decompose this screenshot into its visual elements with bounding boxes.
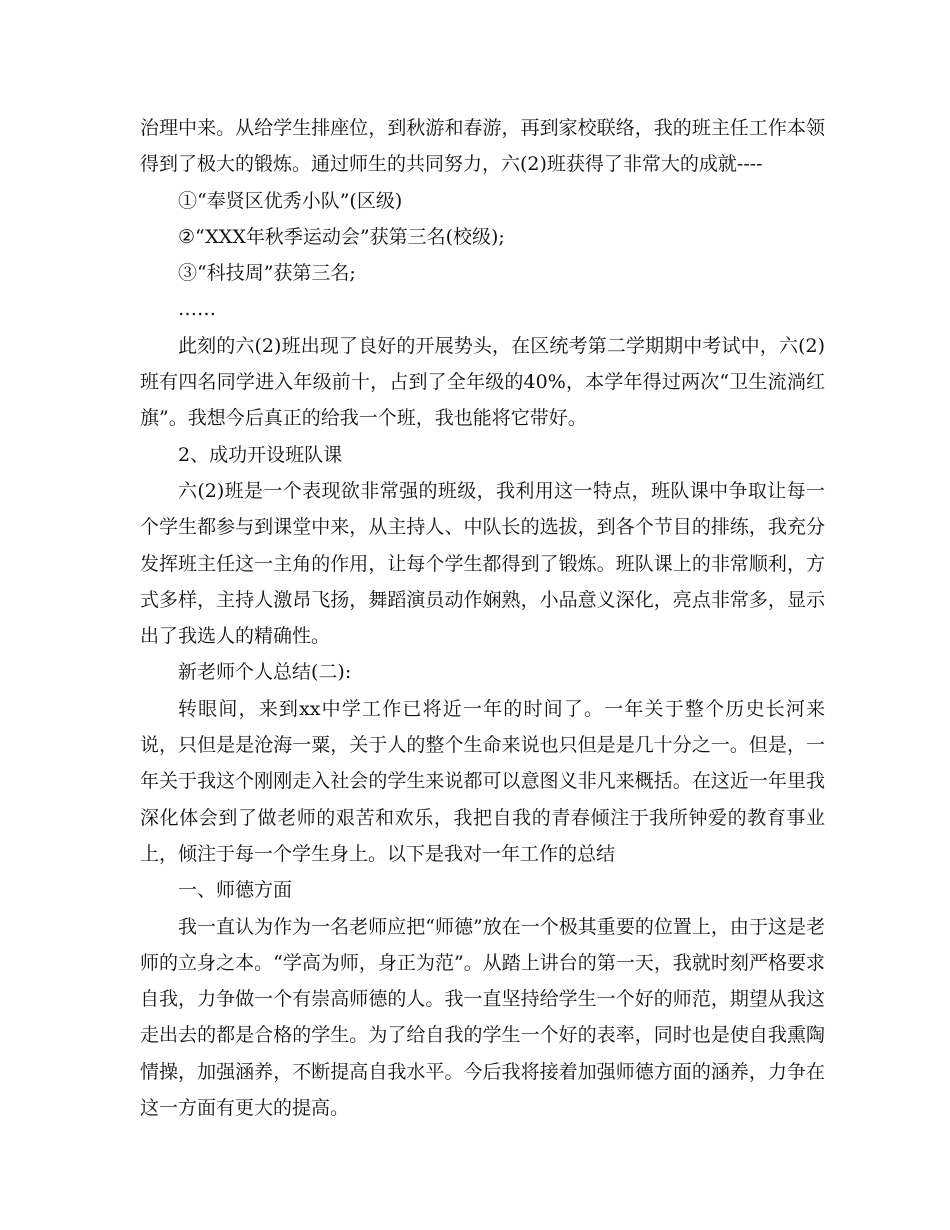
paragraph-year-summary: 转眼间，来到xx中学工作已将近一年的时间了。一年关于整个历史长河来说，只但是是沧海一粟，关于人的整个生命来说也只但是是几十分之一。但是，一年关于我这个刚刚走入社会的学生来说都可以意图义非凡来概括。在这近一年里我深化体会到了做老师的艰苦和欢乐，我把自我的青春倾注于我所钟爱的教育事业上，倾注于每一个学生身上。以下是我对一年工作的总结	[140, 697, 825, 865]
ellipsis-line: ……	[178, 298, 216, 321]
section-heading-teacher-ethics: 一、师德方面	[178, 879, 293, 902]
paragraph-continuation: 治理中来。从给学生排座位，到秋游和春游，再到家校联络，我的班主任工作本领得到了极大的锻炼。通过师生的共同努力，六(2)班获得了非常大的成就----	[140, 117, 825, 176]
achievement-item-1: ①“奉贤区优秀小队”(区级)	[178, 189, 403, 212]
section-heading-summary-two: 新老师个人总结(二):	[178, 661, 352, 684]
paragraph-class-meeting: 六(2)班是一个表现欲非常强的班级，我利用这一特点，班队课中争取让每一个学生都参与到课堂中来，从主持人、中队长的选拔，到各个节目的排练，我充分发挥班主任这一主角的作用，让每个学生都得到了锻炼。班队课上的非常顺利，方式多样，主持人激昂飞扬，舞蹈演员动作娴熟，小品意义深化，亮点非常多，显示出了我选人的精确性。	[140, 479, 825, 648]
paragraph-class-progress: 此刻的六(2)班出现了良好的开展势头，在区统考第二学期期中考试中，六(2)班有四名同学进入年级前十，占到了全年级的40%，本学年得过两次“卫生流淌红旗”。我想今后真正的给我一个班，我也能将它带好。	[140, 334, 825, 430]
document-body	[140, 110, 825, 1126]
paragraph-teacher-ethics: 我一直认为作为一名老师应把“师德”放在一个极其重要的位置上，由于这是老师的立身之本。“学高为师，身正为范”。从踏上讲台的第一天，我就时刻严格要求自我，力争做一个有崇高师德的人。我一直坚持给学生一个好的师范，期望从我这走出去的都是合格的学生。为了给自我的学生一个好的表率，同时也是使自我熏陶情操，加强涵养，不断提高自我水平。今后我将接着加强师德方面的涵养，力争在这一方面有更大的提高。	[140, 915, 825, 1120]
achievement-item-2: ②“XXX年秋季运动会”获第三名(校级);	[178, 225, 505, 248]
section-heading-class-meeting: 2、成功开设班队课	[178, 443, 343, 466]
achievement-item-3: ③“科技周”获第三名;	[178, 262, 356, 285]
